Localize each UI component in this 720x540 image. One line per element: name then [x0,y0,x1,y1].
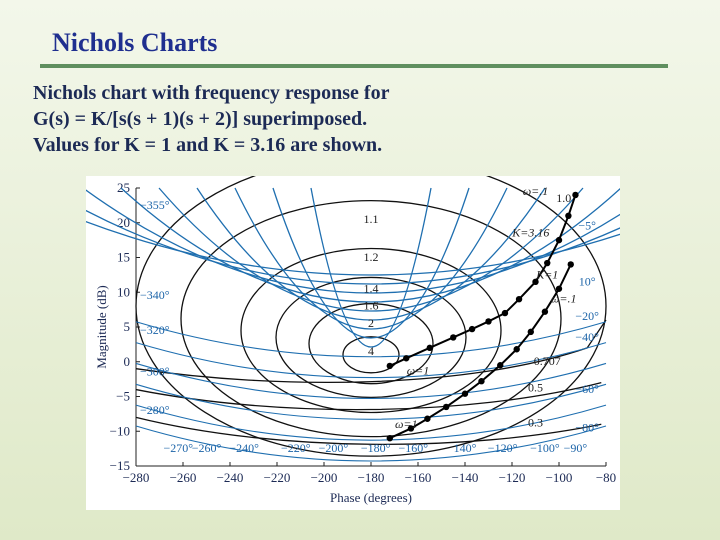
x-tick-label: −220 [263,470,291,485]
phase-contour-label: −320° [140,322,170,337]
phase-contour-label: 10° [578,274,596,289]
phase-contour-label: −280° [140,402,170,417]
x-tick-label: −80 [595,470,617,485]
series-point [514,346,520,352]
x-tick-label: −240 [216,470,244,485]
nichols-chart [86,176,620,510]
chart-annotation: ω=.1 [550,291,577,306]
phase-contour-label: −40° [575,329,599,344]
nichols-chart-figure [86,176,620,510]
phase-contour-label: −100° [530,441,560,456]
x-tick-label: −260 [169,470,197,485]
phase-contour-label: 140° [453,441,477,456]
series-point [502,310,508,316]
slide-body [33,80,389,158]
y-tick-label: 10 [117,284,130,300]
series-point [572,192,578,198]
phase-contour-label: −240° [229,441,259,456]
y-tick-label: −15 [109,458,130,473]
y-tick-label: 0 [123,353,130,369]
phase-contour-label: −260° [191,441,222,456]
phase-contour-label: −120° [487,441,518,456]
y-axis-title: Magnitude (dB) [94,285,109,369]
y-tick-label: 15 [117,249,130,265]
chart-annotation: ω=1 [394,416,418,431]
magnitude-contour-label: 0.5 [528,380,543,395]
series-point [424,416,430,422]
phase-contour-label: −300° [140,364,170,379]
series-point [565,213,571,219]
x-tick-label: −160 [404,470,432,485]
series-point [462,391,468,397]
phase-contour-label: −270° [163,441,194,456]
x-tick-label: −100 [545,470,573,485]
slide-title: Nichols Charts [52,28,218,57]
y-tick-label: 25 [117,180,130,195]
phase-contour-label: −160° [398,441,429,456]
series-point [387,363,393,369]
series-point [542,309,548,315]
magnitude-contour-label: 0.3 [528,415,543,430]
magnitude-contour-label: 1.4 [363,281,379,296]
phase-contour-label: −20° [575,309,599,324]
magnitude-contour-label: 4 [368,343,374,358]
series-point [497,362,503,368]
y-tick-label: −5 [116,388,130,404]
series-point [443,404,449,410]
phase-contour-label: −340° [140,288,170,303]
magnitude-contour-label: 1.1 [363,211,379,226]
x-tick-label: −140 [451,470,479,485]
phase-contour-label: −80° [575,420,599,435]
chart-annotation: K=3.16 [512,225,550,240]
series-point [544,260,550,266]
magnitude-contour-label: 0.707 [533,354,561,369]
body-line-3: Values for K = 1 and K = 3.16 are shown. [33,134,383,156]
phase-contour-label: −220° [281,441,311,456]
x-tick-label: −120 [498,470,526,485]
chart-annotation: ω=.1 [522,183,549,198]
x-axis-title: Phase (degrees) [330,490,412,505]
series-point [469,326,475,332]
magnitude-contour [241,248,501,412]
magnitude-contour-label: 1.2 [363,249,379,264]
body-line-2: G(s) = K/[s(s + 1)(s + 2)] superimposed. [33,108,368,130]
phase-contour-label: −200° [318,441,349,456]
magnitude-contour-label: 2 [368,316,374,330]
series-point [485,318,491,324]
series-point [568,261,574,267]
y-tick-label: 20 [117,214,130,230]
series-point [478,378,484,384]
y-tick-label: −10 [109,423,130,439]
phase-contour-label: −355° [140,197,170,212]
series-point [427,345,433,351]
series-point [516,296,522,302]
y-tick-label: 5 [123,319,130,334]
x-tick-label: −180 [357,470,385,485]
title-divider [40,64,668,68]
magnitude-contour-label: 1.6 [363,298,379,313]
chart-annotation: K=1 [536,267,559,282]
series-point [450,334,456,340]
phase-contour-label: −180° [360,441,391,456]
x-tick-label: −280 [122,470,150,485]
body-line-1: Nichols chart with frequency response for [33,82,390,104]
magnitude-contour-label: 1.0 [556,190,572,205]
phase-contour-label: −90° [563,441,588,456]
chart-annotation: ω=1 [406,363,430,378]
phase-contour-label: −60° [575,382,599,397]
x-tick-label: −200 [310,470,338,485]
phase-contour-label: −5° [578,218,596,233]
series-point [528,329,534,335]
series-point [556,237,562,243]
series-point [403,355,409,361]
